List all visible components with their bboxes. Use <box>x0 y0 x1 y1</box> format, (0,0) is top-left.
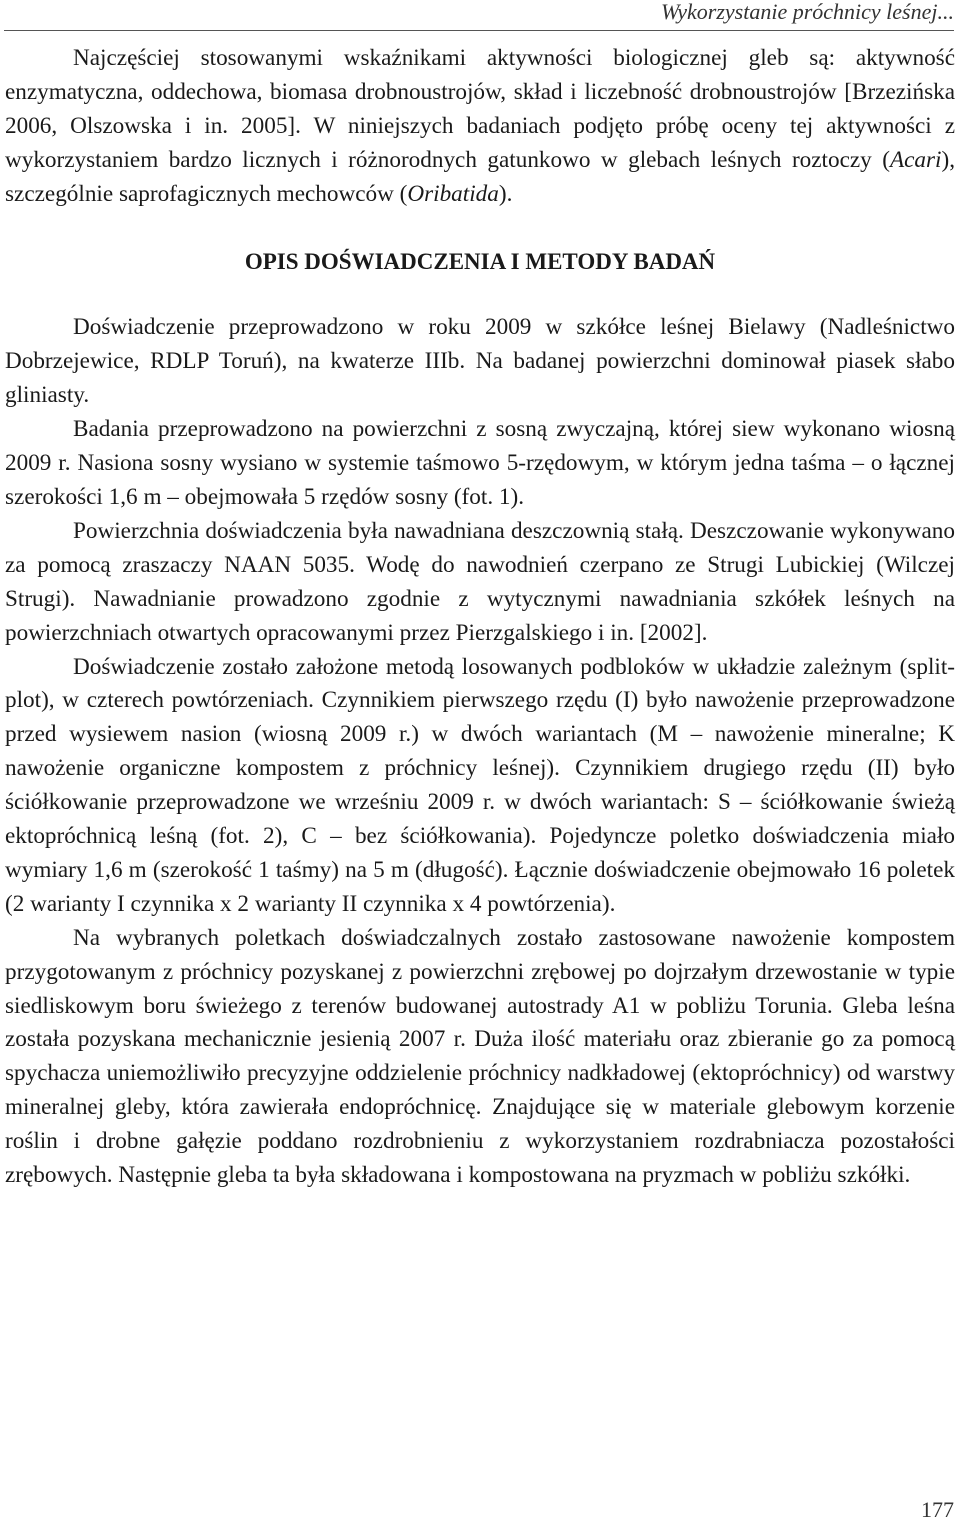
page-number: 177 <box>921 1497 954 1522</box>
taxon-oribatida: Oribatida <box>407 180 499 207</box>
intro-text-part-3: ). <box>498 180 513 207</box>
paragraph-sowing: Badania przeprowadzono na powierzchni z sosną zwyczajną, której siew wykonano wiosną 2009 r. Nasiona sosny wysiano w systemie taśmowo 5-rzędowym, w którym jedna taśma – o łącznej szerokości 1,6 m – obejmowała 5 rzędów sosny (fot. 1). <box>5 416 955 510</box>
intro-text-part-2: ), szczególnie saprofagicznych mechowców ( <box>5 146 955 207</box>
paragraph-irrigation: Powierzchnia doświadczenia była nawadniana deszczownią stałą. Deszczowanie wykonywano za pomocą zraszaczy NAAN 5035. Wodę do nawodnień czerpano ze Strugi Lubickiej (Wilczej Strugi). Nawadnianie prowadzono zgodnie z wytycznymi nawadniania szkółek leśnych na powierzchniach otwartych opracowanymi przez Pierzgalskiego i in. [2002]. <box>5 517 955 646</box>
paragraph-compost: Na wybranych poletkach doświadczalnych zostało zastosowane nawożenie kompostem przygotowanym z próchnicy pozyskanej z powierzchni zrębowej po dojrzałym drzewostanie w typie siedliskowym boru świeżego z terenów budowanej autostrady A1 w pobliżu Torunia. Gleba leśna została pozyskana mechanicznie jesienią 2007 r. Duża ilość materiału oraz zbieranie go za pomocą spychacza uniemożliwiło precyzyjne oddzielenie próchnicy nadkładowej (ektopróchnicy) od warstwy mineralnej gleby, która zawierała endopróchnicę. Znajdujące się w materiale glebowym korzenie roślin i drobne gałęzie poddano rozdrobnieniu z wykorzystaniem rozdrabniacza pozostałości zrębowych. Następnie gleba ta była składowana i kompostowana na pryzmach w pobliżu szkółki. <box>5 924 955 1189</box>
paragraph-design: Doświadczenie zostało założone metodą losowanych podbloków w układzie zależnym (split-plot), w czterech powtórzeniach. Czynnikiem pierwszego rzędu (I) było nawożenie przeprowadzone przed wysiewem nasion (wiosną 2009 r.) w dwóch wariantach (M – nawożenie mineralne; K nawożenie organiczne kompostem z próchnicy leśnej). Czynnikiem drugiego rzędu (II) było ściółkowanie przeprowadzone we wrześniu 2009 r. w dwóch wariantach: S – ściółkowanie świeżą ektopróchnicą leśną (fot. 2), C – bez ściółkowania). Pojedyncze poletko doświadczenia miało wymiary 1,6 m (szerokość 1 taśmy) na 5 m (długość). Łącznie doświadczenie obejmowało 16 poletek (2 warianty I czynnika x 2 warianty II czynnika x 4 powtórzenia). <box>5 653 955 917</box>
intro-paragraph <box>5 42 955 212</box>
taxon-acari: Acari <box>889 146 942 173</box>
running-header <box>4 0 954 31</box>
paragraph-site: Doświadczenie przeprowadzono w roku 2009 w szkółce leśnej Bielawy (Nadleśnictwo Dobrzejewice, RDLP Toruń), na kwaterze IIIb. Na badanej powierzchni dominował piasek słabo gliniasty. <box>5 314 955 409</box>
running-title: Wykorzystanie próchnicy leśnej... <box>660 0 954 24</box>
article-body <box>5 42 955 1193</box>
intro-text-part-1: Najczęściej stosowanymi wskaźnikami aktywności biologicznej gleb są: aktywność enzymatyczna, oddechowa, biomasa drobnoustrojów, skład i liczebność drobnoustrojów [Brzezińska 2006, Olszowska i in. 2005]. W niniejszych badaniach podjęto próbę oceny tej aktywności z wykorzystaniem bardzo licznych i różnorodnych gatunkowo w glebach leśnych roztoczy ( <box>5 45 955 173</box>
section-heading: OPIS DOŚWIADCZENIA I METODY BADAŃ <box>244 248 716 274</box>
